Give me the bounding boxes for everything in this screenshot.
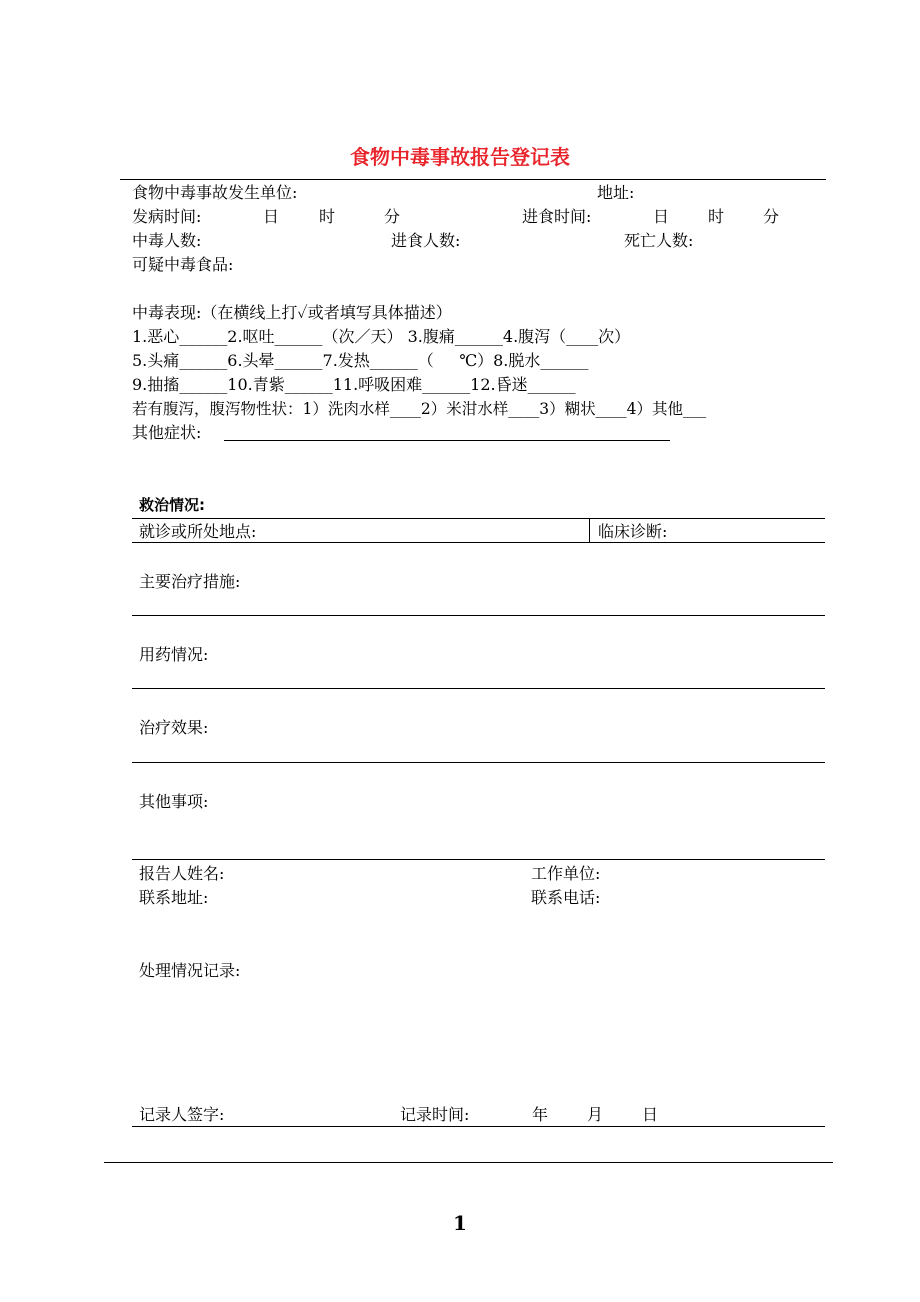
signer-label: 记录人签字: (139, 1105, 225, 1124)
reporter-phone-label: 联系电话: (531, 888, 601, 907)
record-year: 年 (532, 1105, 549, 1124)
meal-day: 日 (653, 207, 670, 226)
symptoms-row-3: 9.抽搐______10.青紫______11.呼吸困难______12.昏迷______ (132, 375, 576, 394)
onset-min: 分 (384, 207, 401, 226)
reporter-workplace-label: 工作单位: (531, 864, 601, 883)
onset-day: 日 (263, 207, 280, 226)
measures-label: 主要治疗措施: (139, 572, 241, 591)
other-matters-line (132, 859, 825, 860)
treatment-top-line (132, 518, 825, 519)
clinic-place-label: 就诊或所处地点: (139, 522, 257, 541)
symptoms-heading: 中毒表现:（在横线上打✓或者填写具体描述） (132, 303, 452, 322)
treatment-divider (589, 518, 590, 542)
deaths-count-label: 死亡人数: (624, 231, 694, 250)
page-title: 食物中毒事故报告登记表 (350, 145, 570, 169)
suspect-food-label: 可疑中毒食品: (132, 255, 234, 274)
reporter-name-label: 报告人姓名: (139, 864, 225, 883)
title-underline (120, 179, 826, 180)
treatment-bottom-line (132, 542, 825, 543)
medication-line (132, 688, 825, 689)
diagnosis-label: 临床诊断: (598, 522, 668, 541)
effect-label: 治疗效果: (139, 718, 209, 737)
address-label: 地址: (597, 183, 635, 202)
symptoms-row-2: 5.头痛______6.头晕______7.发热______（ ℃）8.脱水______ (132, 351, 589, 370)
poisoned-count-label: 中毒人数: (132, 231, 202, 250)
record-day: 日 (642, 1105, 659, 1124)
meal-min: 分 (763, 207, 780, 226)
onset-time-label: 发病时间: (132, 207, 202, 226)
record-month: 月 (587, 1105, 604, 1124)
record-line (132, 1126, 825, 1127)
footer-line (104, 1162, 833, 1163)
diarrhea-row: 若有腹泻，腹泻物性状：1）洗肉水样____2）米泔水样____3）糊状____4）其他___ (132, 400, 707, 418)
other-matters-label: 其他事项: (139, 792, 209, 811)
treatment-heading: 救治情况: (139, 496, 205, 514)
meal-time-label: 进食时间: (522, 207, 592, 226)
medication-label: 用药情况: (139, 645, 209, 664)
eaters-count-label: 进食人数: (391, 231, 461, 250)
other-symptoms-label: 其他症状: (132, 423, 202, 442)
symptoms-row-1: 1.恶心______2.呕吐______（次／天） 3.腹痛______4.腹泻（____次） (132, 327, 631, 346)
measures-line (132, 615, 825, 616)
record-time-label: 记录时间: (400, 1105, 470, 1124)
other-symptoms-line (224, 440, 670, 441)
page-number: 1 (453, 1211, 467, 1235)
reporter-address-label: 联系地址: (139, 888, 209, 907)
meal-hour: 时 (708, 207, 725, 226)
unit-label: 食物中毒事故发生单位: (132, 183, 298, 202)
handling-label: 处理情况记录: (139, 961, 241, 980)
effect-line (132, 762, 825, 763)
onset-hour: 时 (319, 207, 336, 226)
